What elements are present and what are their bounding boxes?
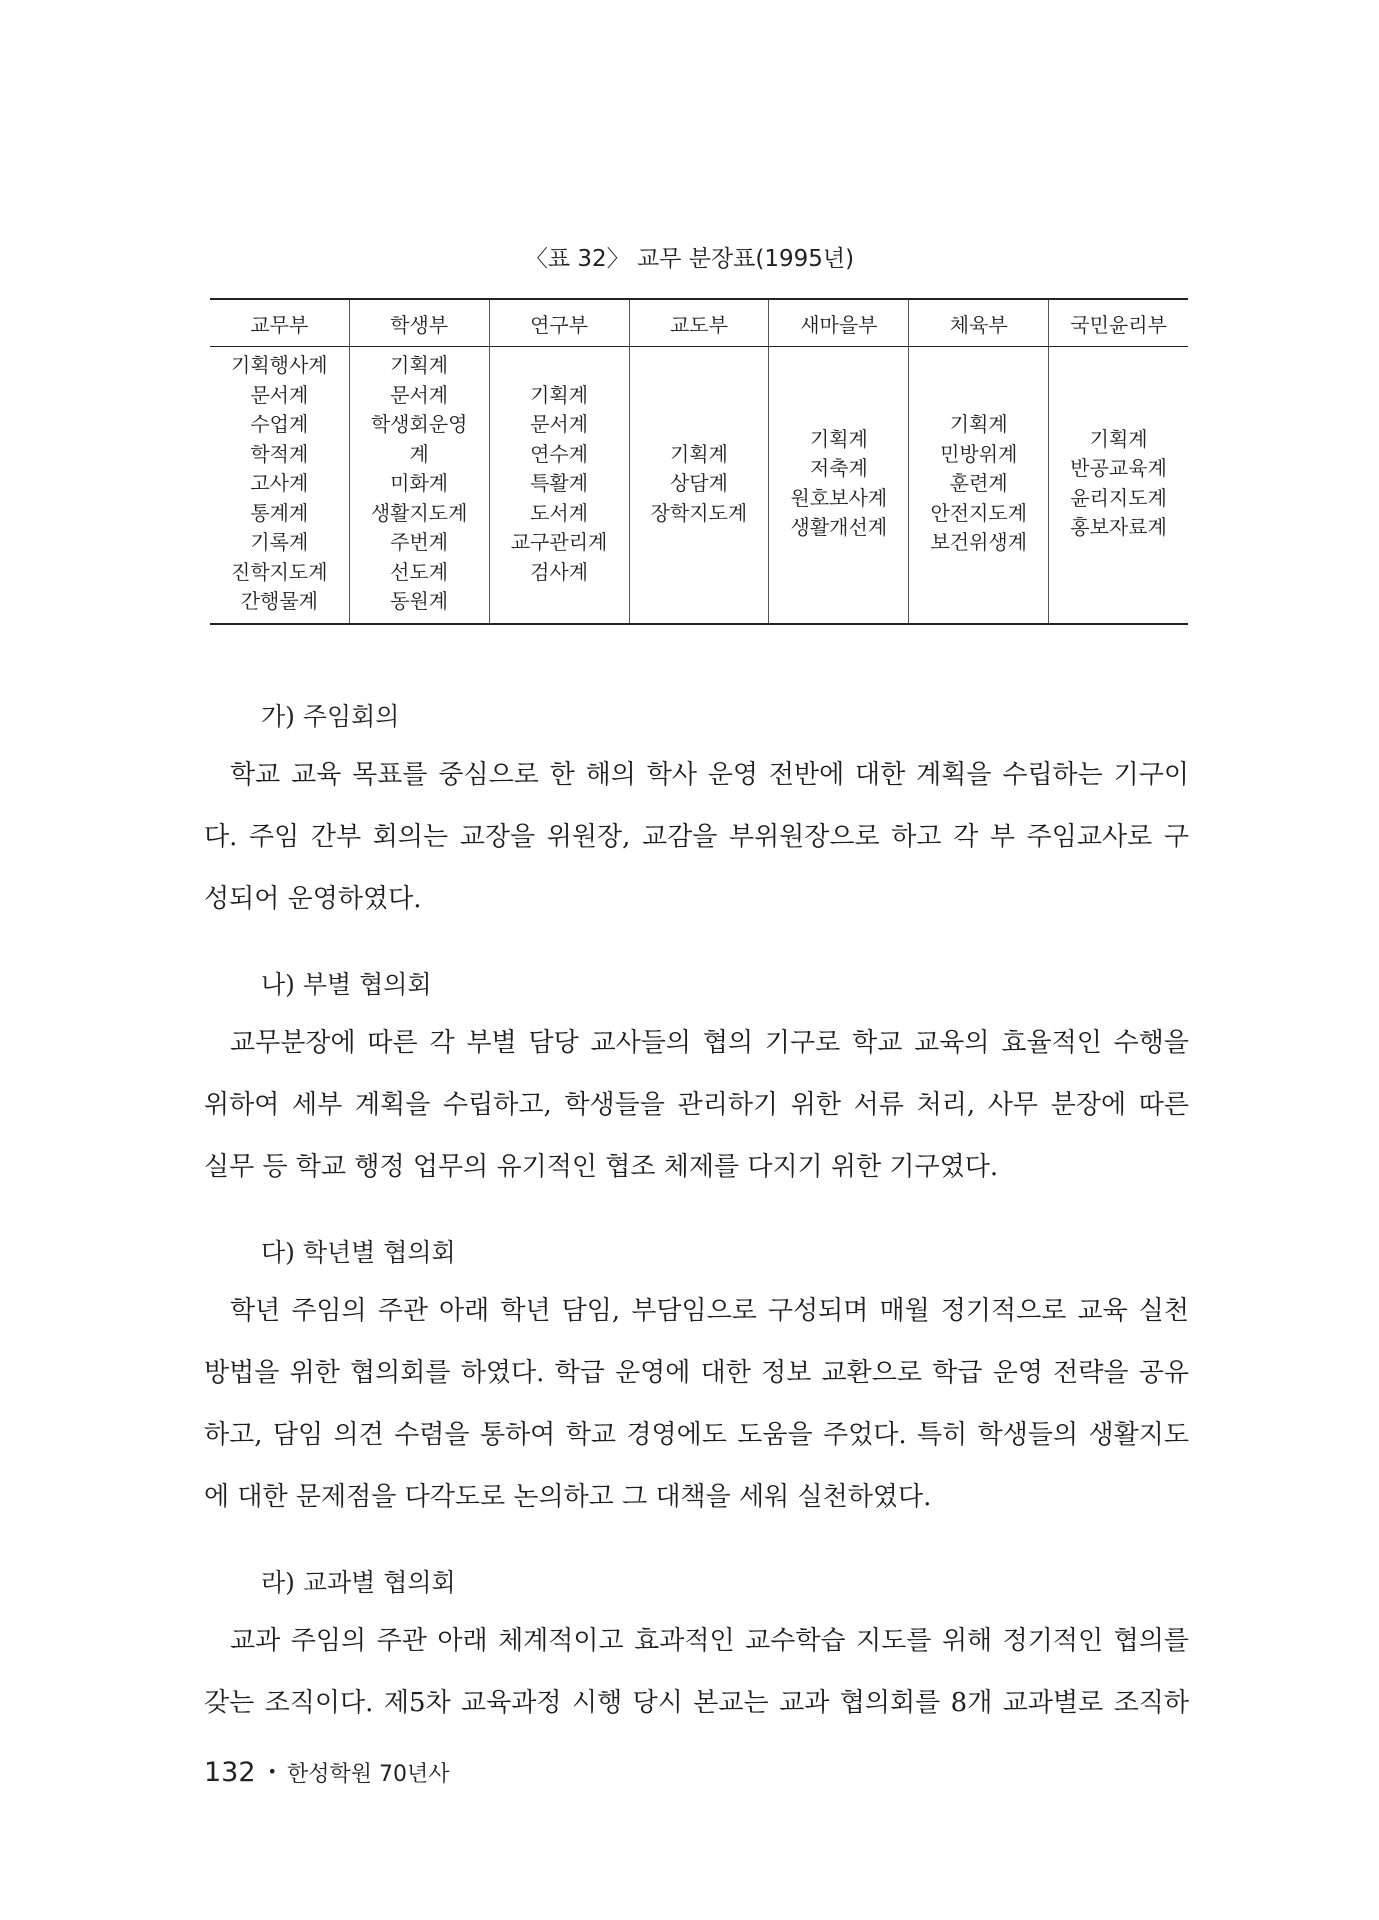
page-footer <box>204 1757 449 1788</box>
header-cell: 학생부 <box>349 299 489 347</box>
duty-item: 도서계 <box>530 500 589 525</box>
paragraph-line: 학년 주임의 주관 아래 학년 담임, 부담임으로 구성되며 매월 정기적으로 교육 실천 <box>230 1296 1189 1326</box>
duty-item: 연수계 <box>530 441 589 466</box>
section-paragraph <box>204 1280 1189 1528</box>
duty-item: 특활계 <box>530 471 589 495</box>
header-cell: 새마을부 <box>769 299 909 347</box>
paragraph-line: 교무분장에 따른 각 부별 담당 교사들의 협의 기구로 학교 교육의 효율적인 수행을 <box>230 1028 1189 1058</box>
section-paragraph <box>204 1012 1189 1198</box>
duty-item: 반공교육계 <box>1070 456 1167 481</box>
duty-item: 문서계 <box>390 382 449 407</box>
book-title: 한성학원 70년사 <box>286 1762 450 1787</box>
duty-item: 미화계 <box>390 471 449 495</box>
paragraph-line: 위하여 세부 계획을 수립하고, 학생들을 관리하기 위한 서류 처리, 사무 분장에 따른 <box>204 1090 1189 1120</box>
section-paragraph <box>204 744 1189 930</box>
duty-item: 수업계 <box>250 412 309 436</box>
table-cell <box>769 347 909 624</box>
duty-item: 기획계 <box>530 382 589 407</box>
paragraph-line: 학교 교육 목표를 중심으로 한 해의 학사 운영 전반에 대한 계획을 수립하는 기구이 <box>230 760 1189 790</box>
duty-item: 문서계 <box>530 412 589 436</box>
duty-item: 문서계 <box>250 382 309 407</box>
duty-item: 기록계 <box>250 530 309 554</box>
duty-item: 생활지도계 <box>370 500 468 525</box>
table-header-row <box>210 299 1188 347</box>
paragraph-line: 하고, 담임 의견 수렴을 통하여 학교 경영에도 도움을 주었다. 특히 학생들의 생활지도 <box>204 1420 1189 1450</box>
table-cell <box>349 347 489 624</box>
paragraph-line: 성되어 운영하였다. <box>204 884 422 914</box>
table-row <box>210 347 1188 624</box>
duty-item: 기획행사계 <box>231 353 328 377</box>
duty-item: 기획계 <box>1089 426 1148 451</box>
table-cell <box>489 347 629 624</box>
duty-item: 안전지도계 <box>930 500 1028 525</box>
table-cell <box>629 347 769 624</box>
table-cell <box>909 347 1049 624</box>
section-heading: 라) 교과별 협의회 <box>261 1568 456 1597</box>
duty-item: 기획계 <box>809 426 868 451</box>
duty-item: 윤리지도계 <box>1070 485 1167 510</box>
duty-item: 상담계 <box>669 471 728 495</box>
duty-item: 기획계 <box>390 353 449 377</box>
section-paragraph <box>204 1610 1189 1734</box>
duty-item: 교구관리계 <box>510 530 608 554</box>
header-cell: 교도부 <box>629 299 769 347</box>
header-cell: 국민윤리부 <box>1049 299 1188 347</box>
duty-item: 저축계 <box>809 456 868 481</box>
table-cell <box>1049 347 1188 624</box>
section-heading: 나) 부별 협의회 <box>261 970 432 999</box>
duty-item: 선도계 <box>390 559 449 584</box>
duty-item: 학생회운영 <box>370 412 468 436</box>
header-cell: 체육부 <box>909 299 1049 347</box>
duty-item: 간행물계 <box>240 589 318 613</box>
duty-item: 원호보사계 <box>790 485 888 510</box>
paragraph-line: 갖는 조직이다. 제5차 교육과정 시행 당시 본교는 교과 협의회를 8개 교과별로 조직하 <box>204 1688 1189 1718</box>
duty-item: 민방위계 <box>940 441 1018 466</box>
duty-item: 학적계 <box>250 441 309 466</box>
duty-item: 진학지도계 <box>231 559 328 584</box>
section-heading: 다) 학년별 협의회 <box>261 1238 456 1267</box>
duty-item: 생활개선계 <box>790 515 888 540</box>
duty-item: 기획계 <box>949 412 1008 436</box>
duty-item: 고사계 <box>250 471 309 495</box>
paragraph-line: 에 대한 문제점을 다각도로 논의하고 그 대책을 세워 실천하였다. <box>204 1482 932 1512</box>
paragraph-line: 교과 주임의 주관 아래 체계적이고 효과적인 교수학습 지도를 위해 정기적인 협의를 <box>230 1626 1189 1656</box>
paragraph-line: 방법을 위한 협의회를 하였다. 학급 운영에 대한 정보 교환으로 학급 운영 전략을 공유 <box>204 1358 1189 1388</box>
duty-item: 훈련계 <box>949 471 1008 495</box>
duty-item: 통계계 <box>250 500 309 525</box>
duty-item: 보건위생계 <box>930 530 1028 554</box>
duty-assignment-table <box>210 298 1188 625</box>
header-cell: 연구부 <box>489 299 629 347</box>
duty-item: 동원계 <box>390 589 449 613</box>
duty-item: 기획계 <box>669 441 728 466</box>
duty-item: 검사계 <box>530 559 589 584</box>
duty-item: 홍보자료계 <box>1070 515 1167 540</box>
duty-item: 계 <box>409 441 429 466</box>
duty-item: 장학지도계 <box>650 500 748 525</box>
section-heading: 가) 주임회의 <box>261 702 400 731</box>
duty-item: 주번계 <box>390 530 449 554</box>
page-number: 132 <box>204 1757 256 1788</box>
header-cell: 교무부 <box>210 299 349 347</box>
paragraph-line: 다. 주임 간부 회의는 교장을 위원장, 교감을 부위원장으로 하고 각 부 주임교사로 구 <box>204 822 1189 852</box>
table-caption: 〈표 32〉 교무 분장표(1995년) <box>524 246 855 272</box>
paragraph-line: 실무 등 학교 행정 업무의 유기적인 협조 체제를 다지기 위한 기구였다. <box>204 1152 999 1182</box>
table-cell <box>210 347 349 624</box>
bullet-separator: • <box>267 1762 277 1781</box>
